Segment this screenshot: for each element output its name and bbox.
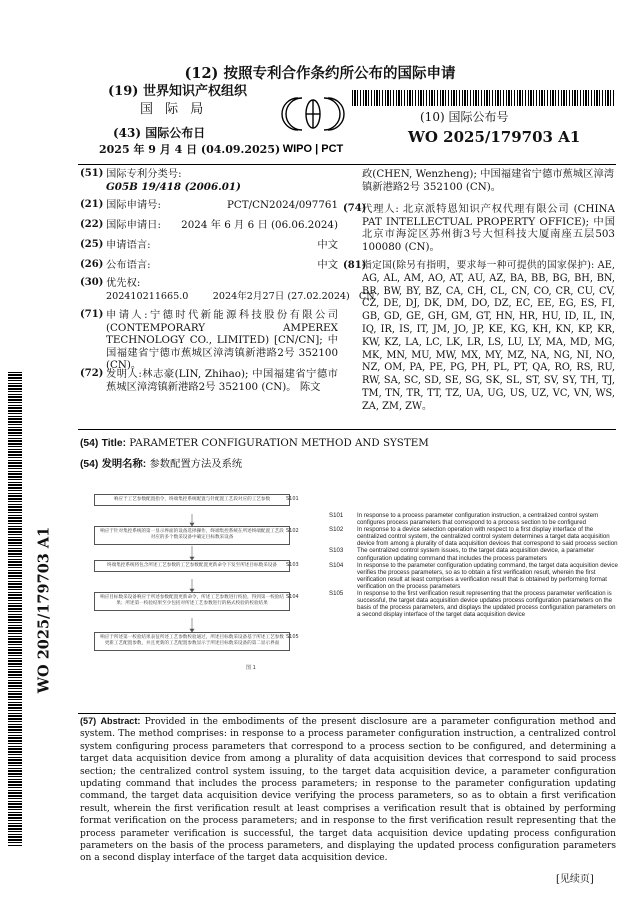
abstract-text: Provided in the embodiments of the present disclosure are a parameter configuration method and system. The method comprises: in response to a process parameter configuration instruction, a centralized control system configuring process parameters that correspond to a process section to be configured, and determining a target data acquisition device from among a plurality of data acquisition devices that correspond to said process section; the centralized control system issuing, to the target data acquisition device, a parameter configuration updating command that includes the process parameters; in response to the parameter configuration updating command, the target data acquisition device verifying the process parameters, so as to obtain a first verification result, wherein the first verification result at least comprises a verification result that is obtained by performing format verification on the process parameters; and in response to the first verification result representing that the process parameter verification is successful, the target data acquisition device updating process configuration parameters on the basis of the process parameters, and displaying the updated process configuration parameters on a second display interface of the target data acquisition device. [80, 717, 616, 864]
field-21: (21) 国际申请号: PCT/CN2024/097761 [80, 199, 338, 211]
flow-box-s103: 终端集控系统将包含所述工艺参数的工艺参数配置更新命令下发至所述目标数采设备 [94, 560, 290, 572]
flow-step-s101: S101 [286, 496, 299, 502]
org-name [108, 84, 247, 100]
title-zh: (54) 发明名称: 参数配置方法及系统 [80, 458, 243, 470]
field-30: (30) 优先权: 202410211665.0 2024年2月27日 (27.02.2024) CN [80, 277, 375, 302]
title-en: (54) Title: PARAMETER CONFIGURATION METHOD AND SYSTEM [80, 437, 429, 449]
pub-no: WO 2025/179703 A1 [408, 128, 581, 146]
header-barcode [352, 90, 614, 106]
abstract-divider [78, 713, 616, 714]
title-divider [78, 429, 616, 430]
pub-date-label: (43) 国际公布日 [113, 126, 206, 140]
field-26: (26) 公布语言: 中文 [80, 259, 338, 271]
abstract: (57) Abstract: Provided in the embodiments of the present disclosure are a parameter configuration method and system. The method comprises: in response to a process parameter configuration instruction, a centralized control system configuring process parameters that correspond to a process section to be configured, and determining a target data acquisition device from among a plurality of data acquisition devices that correspond to said process section; the centralized control system issuing, to the target data acquisition device, a parameter configuration updating command that includes the process parameters; in response to the parameter configuration updating command, the target data acquisition device verifying the process parameters, so as to obtain a first verification result, wherein the first verification result at least comprises a verification result that is obtained by performing format verification on the process parameters; and in response to the first verification result representing that the process parameter verification is successful, the target data acquisition device updating process configuration parameters on the basis of the process parameters, and displaying the updated process configuration parameters on a second display interface of the target data acquisition device. [80, 716, 616, 864]
flow-step-s103: S103 [286, 562, 299, 568]
step-s105: S105 In response to the first verification result representing that the process parameter verification is successful, the target data acquisition device updates process configuration parameters on the basis of the process parameters, and displays the updated process configuration parameters on a second display interface of the target data acquisition device [329, 590, 616, 619]
figure-caption: 图 1 [246, 665, 256, 671]
flow-box-s105: 响应于所述第一校验结果表征所述工艺参数校验通过，所述目标数采设备基于所述工艺参数更新工艺配置参数，并且更新的工艺配置参数显示于所述目标数采设备的第二显示界面 [94, 632, 290, 651]
flow-arrows [80, 486, 326, 706]
field-71: (71) 申请人:宁德时代新能源科技股份有限公司 (CONTEMPORARY AMPEREX TECHNOLOGY CO., LIMITED) [CN/CN]; 中国福建省宁德市蕉城区漳湾镇新港路2号 352100 (CN)。 [80, 309, 338, 372]
document-title: (12) 按照专利合作条约所公布的国际申请 [184, 65, 456, 82]
header-divider [78, 164, 616, 165]
continued-note: [见续页] [556, 874, 594, 885]
inventor-continued: 政(CHEN, Wenzheng); 中国福建省宁德市蕉城区漳湾镇新港路2号 352100 (CN)。 [362, 168, 615, 193]
field-81: (81) 指定国(除另有指明，要求每一种可提供的国家保护): AE, AG, AL, AM, AO, AT, AU, AZ, BA, BB, BG, BH, BN, BR, BW, BY, BZ, CA, CH, CL, CN, CO, CR, CU, CV, CZ, DE, DJ, DK, DM, DO, DZ, EC, EE, EG, ES, FI, GB, GD, GE, GH, GM, GT, HN, HR, HU, ID, IL, IN, IQ, IR, IS, IT, JM, JO, JP, KE, KG, KH, KN, KP, KR, KW, KZ, LA, LC, LK, LR, LS, LU, LY, MA, MD, MG, MK, MN, MU, MW, MX, MY, MZ, NA, NG, NI, NO, NZ, OM, PA, PE, PG, PH, PL, PT, QA, RO, RS, RU, RW, SA, SC, SD, SE, SG, SK, SL, ST, SV, SY, TH, TJ, TM, TN, TR, TT, TZ, UA, UG, US, UZ, VC, VN, WS, ZA, ZM, ZW。 [343, 260, 615, 412]
step-s103: S103 The centralized control system issues, to the target data acquisition device, a parameter configuration updating command that includes the process parameters [329, 547, 595, 562]
flow-box-s104: 响应目标数采设备响应于所述参数配置更新命令，所述工艺参数进行校验，得到第一校验结果；所述第一校验结果至少包括对所述工艺参数进行的格式校验的校验结果 [94, 592, 290, 611]
step-s104: S104 In response to the parameter configuration updating command, the target data acquisition device verifies the process parameters, so as to obtain a first verification result, wherein the first verification result at least comprises a verification result that is obtained by performing format verification on the process parameters [329, 561, 618, 590]
org-line-1: 世界知识产权组织 [142, 84, 247, 99]
wipo-logo-text: WIPO | PCT [282, 143, 344, 155]
step-descriptions [329, 512, 619, 618]
flow-step-s102: S102 [286, 528, 299, 534]
field-22: (22) 国际申请日: 2024 年 6 月 6 日 (06.06.2024) [80, 219, 338, 231]
flow-step-s104: S104 [286, 594, 299, 600]
wipo-logo [278, 90, 348, 160]
flow-box-s102: 响应于针对集控系统的第一显示界面的设备选择操作，终端集控系统在所述终端配置工艺段对应的多个数采设备中确定目标数采设备 [94, 526, 290, 545]
field-51: (51) 国际专利分类号: G05B 19/418 (2006.01) [80, 168, 241, 193]
org-line-2: 国 际 局 [140, 102, 208, 117]
side-barcode [8, 372, 22, 846]
flow-box-s101: 响应于工艺参数配置指令，终端集控系统配置与针配置工艺段对应的工艺参数 [94, 494, 290, 506]
field-74: (74) 代理人: 北京派特恩知识产权代理有限公司 (CHINA PAT INTELLECTUAL PROPERTY OFFICE); 中国北京市海淀区苏州街3号大恒科技大厦南座五层503 100080 (CN)。 [343, 203, 615, 253]
flow-step-s105: S105 [286, 634, 299, 640]
flowchart-figure [80, 486, 326, 706]
field-25: (25) 申请语言: 中文 [80, 239, 338, 251]
step-s102: S102 In response to a device selection operation with respect to a first display interface of the centralized control system, the centralized control system determines a target data acquisition device from among a plurality of data acquisition devices that correspond to said process section [329, 526, 618, 548]
field-72: (72) 发明人:林志豪(LIN, Zhihao); 中国福建省宁德市蕉城区漳湾镇新港路2号 352100 (CN)。 陈文 [80, 368, 338, 393]
pub-date: 2025 年 9 月 4 日 (04.09.2025) [99, 143, 281, 156]
org-code: (19) [108, 84, 139, 99]
pub-no-label: (10) 国际公布号 [420, 110, 509, 124]
step-s101: S101 In response to a process parameter configuration instruction, a centralized control system configures process parameters that correspond to a process section to be configured [329, 512, 599, 527]
